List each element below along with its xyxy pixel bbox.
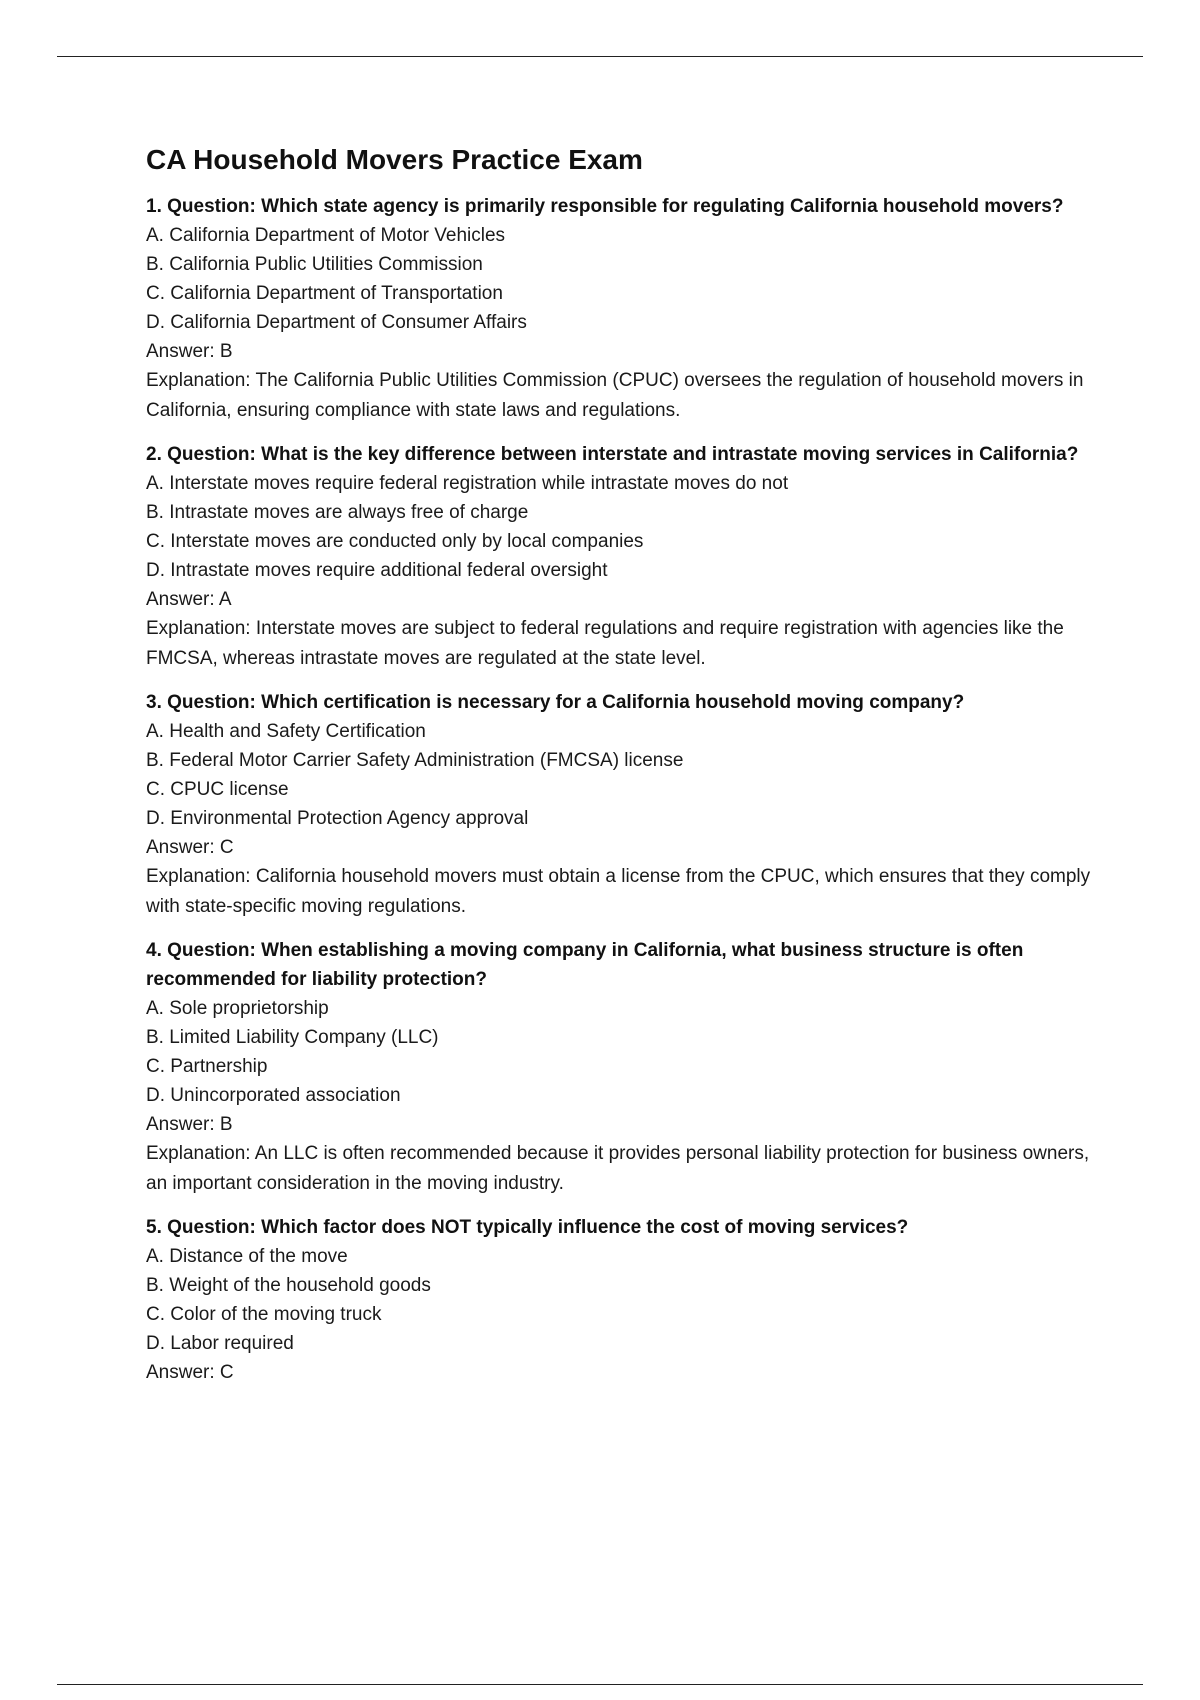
- option-a: A. California Department of Motor Vehicles: [146, 225, 506, 247]
- explanation: Explanation: California household movers must obtain a license from the CPUC, which ensures that they comply with state-specific moving regulations.: [146, 866, 1091, 917]
- question-text: 2. Question: What is the key difference between interstate and intrastate moving services in California?: [146, 444, 1079, 466]
- question-block: [146, 1213, 1096, 1387]
- option-d: D. Labor required: [146, 1333, 294, 1355]
- answer: Answer: C: [146, 1362, 234, 1384]
- question-text: 3. Question: Which certification is necessary for a California household moving company?: [146, 692, 965, 714]
- option-d: D. California Department of Consumer Affairs: [146, 312, 527, 334]
- option-a: A. Health and Safety Certification: [146, 721, 426, 743]
- top-rule: [57, 56, 1143, 57]
- option-d: D. Environmental Protection Agency approval: [146, 808, 529, 830]
- answer: Answer: B: [146, 1114, 233, 1136]
- explanation: Explanation: Interstate moves are subject to federal regulations and require registration with agencies like the FMCSA, whereas intrastate moves are regulated at the state level.: [146, 618, 1064, 669]
- question-text: 1. Question: Which state agency is primarily responsible for regulating California household movers?: [146, 196, 1064, 218]
- answer: Answer: A: [146, 589, 232, 611]
- option-c: C. CPUC license: [146, 779, 289, 801]
- option-d: D. Intrastate moves require additional federal oversight: [146, 560, 608, 582]
- option-c: C. Interstate moves are conducted only by local companies: [146, 531, 644, 553]
- option-a: A. Distance of the move: [146, 1246, 348, 1268]
- question-text: 4. Question: When establishing a moving company in California, what business structure is often recommended for liability protection?: [146, 940, 1024, 991]
- option-b: B. Intrastate moves are always free of charge: [146, 502, 529, 524]
- explanation: Explanation: The California Public Utilities Commission (CPUC) oversees the regulation of household movers in California, ensuring compliance with state laws and regulations.: [146, 370, 1084, 421]
- option-b: B. Weight of the household goods: [146, 1275, 431, 1297]
- option-b: B. Limited Liability Company (LLC): [146, 1027, 439, 1049]
- question-block: [146, 688, 1096, 921]
- explanation: Explanation: An LLC is often recommended because it provides personal liability protection for business owners, an important consideration in the moving industry.: [146, 1143, 1090, 1194]
- question-block: [146, 192, 1096, 425]
- document-body: [146, 142, 1096, 1402]
- option-c: C. California Department of Transportation: [146, 283, 503, 305]
- question-block: [146, 936, 1096, 1198]
- answer: Answer: B: [146, 341, 233, 363]
- option-a: A. Sole proprietorship: [146, 998, 329, 1020]
- option-b: B. California Public Utilities Commission: [146, 254, 483, 276]
- option-c: C. Color of the moving truck: [146, 1304, 382, 1326]
- bottom-rule: [57, 1684, 1143, 1685]
- option-a: A. Interstate moves require federal registration while intrastate moves do not: [146, 473, 789, 495]
- option-b: B. Federal Motor Carrier Safety Administration (FMCSA) license: [146, 750, 684, 772]
- option-c: C. Partnership: [146, 1056, 268, 1078]
- document-title: CA Household Movers Practice Exam: [146, 144, 643, 175]
- answer: Answer: C: [146, 837, 234, 859]
- question-text: 5. Question: Which factor does NOT typically influence the cost of moving services?: [146, 1217, 909, 1239]
- question-block: [146, 440, 1096, 673]
- option-d: D. Unincorporated association: [146, 1085, 401, 1107]
